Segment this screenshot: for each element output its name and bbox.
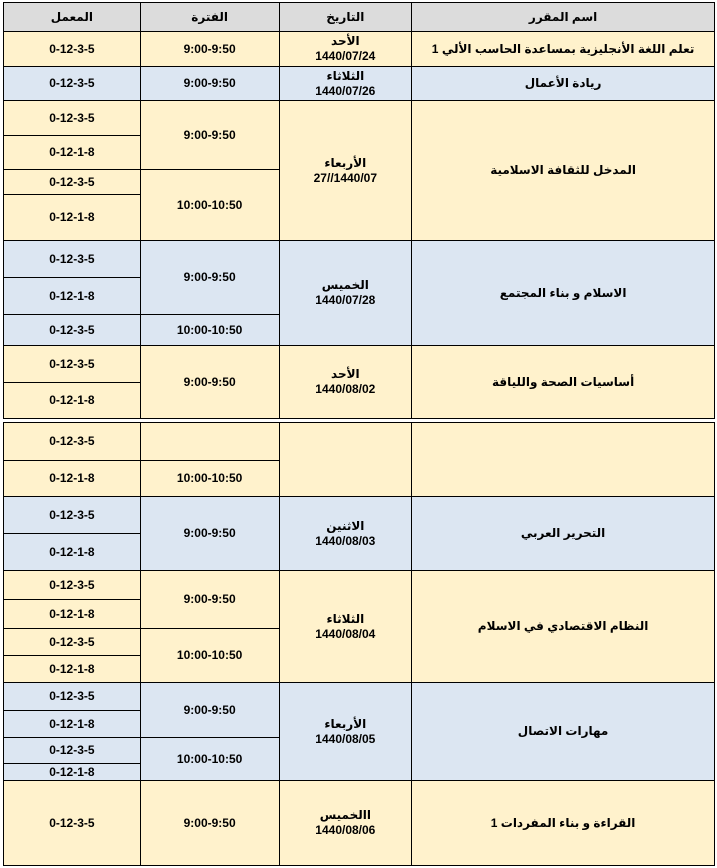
course-name: أساسيات الصحة واللياقة [412,346,715,419]
table-row [4,32,715,67]
lab-cell: 0-12-1-8 [4,136,141,170]
period-cell: 10:00-10:50 [140,738,279,781]
lab-cell: 0-12-1-8 [4,534,141,571]
lab-cell: 0-12-3-5 [4,738,141,764]
exam-date [279,571,412,683]
exam-date [279,241,412,346]
course-name: تعلم اللغة الأنجليزية بمساعدة الحاسب الألي 1 [412,32,715,67]
course-name: ريادة الأعمال [412,67,715,101]
exam-date-value: 1440/07/28 [315,293,376,307]
lab-cell: 0-12-3-5 [4,315,141,346]
header-date: التاريخ [279,3,412,32]
course-name-empty [412,423,715,497]
exam-date [279,683,412,781]
header-course: اسم المقرر [412,3,715,32]
exam-date-value: 1440/08/05 [315,731,376,746]
period-cell: 9:00-9:50 [140,571,279,629]
lab-cell: 0-12-3-5 [4,497,141,534]
exam-schedule-table-top [3,2,715,419]
lab-cell: 0-12-3-5 [4,346,141,383]
lab-cell: 0-12-3-5 [4,32,141,67]
lab-cell: 0-12-1-8 [4,278,141,315]
exam-date [279,497,412,571]
exam-schedule-table-bottom [3,422,715,866]
period-cell: 9:00-9:50 [140,67,279,101]
exam-day: الأحد [331,34,360,48]
course-name: القراءة و بناء المفردات 1 [412,781,715,866]
period-cell: 9:00-9:50 [140,346,279,419]
exam-date [279,346,412,419]
exam-day: الثلاثاء [326,611,365,626]
exam-date [279,101,412,241]
lab-cell: 0-12-3-5 [4,781,141,866]
period-cell: 9:00-9:50 [140,683,279,738]
lab-cell: 0-12-3-5 [4,423,141,461]
table-row [4,571,715,600]
lab-cell: 0-12-3-5 [4,571,141,600]
period-cell: 9:00-9:50 [140,781,279,866]
table-row [4,497,715,534]
course-name: مهارات الاتصال [412,683,715,781]
exam-date-value: 1440/08/02 [315,382,376,396]
exam-day: الاثنين [326,518,365,533]
table-row [4,241,715,278]
lab-cell: 0-12-3-5 [4,101,141,136]
exam-date-value: 1440/07/24 [315,49,376,63]
lab-cell: 0-12-1-8 [4,195,141,241]
exam-date-empty [279,423,412,497]
exam-date [279,32,412,67]
lab-cell: 0-12-3-5 [4,629,141,656]
lab-cell: 0-12-1-8 [4,711,141,738]
period-cell: 9:00-9:50 [140,241,279,315]
table-row [4,781,715,866]
lab-cell: 0-12-3-5 [4,170,141,195]
exam-date-value: 1440/08/04 [315,626,376,641]
exam-day: الأربعاء [324,716,367,731]
lab-cell: 0-12-1-8 [4,656,141,683]
exam-date-value: 1440/07/26 [315,83,376,98]
exam-date [279,67,412,101]
exam-day: االخميس [319,808,371,822]
lab-cell: 0-12-1-8 [4,764,141,781]
exam-date-value: 1440/08/03 [315,533,376,548]
exam-date-value: 1440/08/06 [315,823,376,837]
period-cell: 10:00-10:50 [140,315,279,346]
lab-cell: 0-12-3-5 [4,241,141,278]
period-cell: 9:00-9:50 [140,32,279,67]
table-row [4,101,715,136]
exam-date-value: 1440/07//27 [313,170,378,185]
period-cell-empty [140,423,279,461]
exam-day: الثلاثاء [326,68,365,83]
exam-day: الأربعاء [324,155,367,170]
table-row [4,67,715,101]
header-lab: المعمل [4,3,141,32]
lab-cell: 0-12-3-5 [4,67,141,101]
period-cell: 10:00-10:50 [140,170,279,241]
exam-date [279,781,412,866]
course-name: النظام الاقتصادي في الاسلام [412,571,715,683]
lab-cell: 0-12-1-8 [4,461,141,497]
exam-day: الخميس [321,278,369,292]
table-row [4,346,715,383]
exam-day: الأحد [331,367,360,381]
lab-cell: 0-12-1-8 [4,383,141,419]
table-row [4,423,715,461]
header-row [4,3,715,32]
header-period: الفترة [140,3,279,32]
period-cell: 10:00-10:50 [140,629,279,683]
course-name: المدخل للثقافة الاسلامية [412,101,715,241]
period-cell: 9:00-9:50 [140,497,279,571]
course-name: التحرير العربي [412,497,715,571]
lab-cell: 0-12-3-5 [4,683,141,711]
course-name: الاسلام و بناء المجتمع [412,241,715,346]
period-cell: 10:00-10:50 [140,461,279,497]
table-row [4,683,715,711]
period-cell: 9:00-9:50 [140,101,279,170]
lab-cell: 0-12-1-8 [4,600,141,629]
